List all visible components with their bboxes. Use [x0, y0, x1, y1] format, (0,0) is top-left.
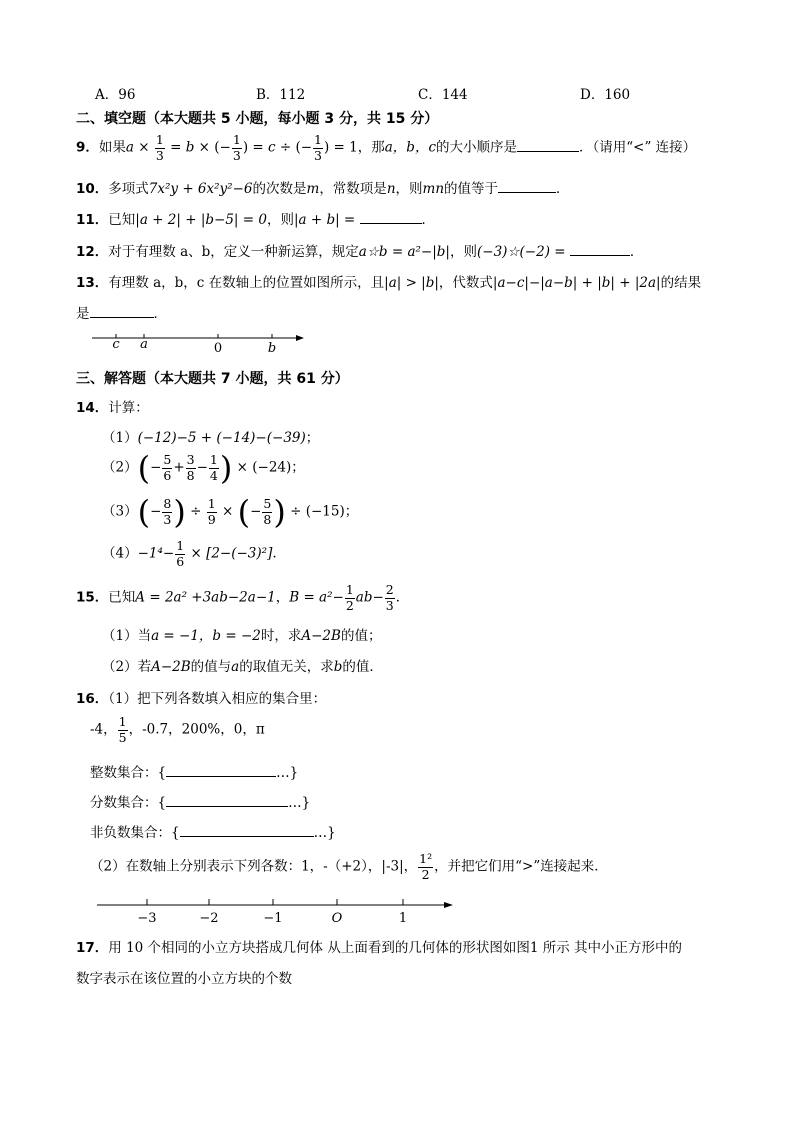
- q15-part2: （2）若A−2B的值与a的取值无关，求b的值．: [102, 659, 383, 675]
- q14-part2: （2）(− $\frac{5}{6}$ + $\frac{3}{8}$ − $\frac{1}{4}$ ) × (−24)；: [102, 449, 305, 487]
- axis-label-a: a: [140, 337, 148, 352]
- q14-part4: （4）−1⁴− $\frac{1}{6}$ × [2−(−3)²].: [102, 538, 277, 569]
- option-c: C．144: [418, 87, 468, 103]
- answer-blank[interactable]: [517, 139, 579, 152]
- q15-part1: （1）当a = −1，b = −2时，求A−2B的值；: [102, 628, 382, 644]
- question-17: 17．用 10 个相同的小立方块搭成几何体 从上面看到的几何体的形状图如图1 所示 其中小正方形中的: [76, 940, 683, 956]
- section2-title: 二、填空题（本大题共 5 小题，每小题 3 分，共 15 分）: [76, 111, 439, 127]
- axis-tick-label: O: [331, 911, 343, 926]
- q16-part2: （2）在数轴上分别表示下列各数：1，-（+2），|-3|， $\frac{\text{1²}}{2}$ ，并把它们用“>”连接起来．: [90, 851, 608, 882]
- axis-label-zero: 0: [213, 341, 223, 356]
- question-11: 11．已知|a + 2| + |b−5| = 0，则|a + b| = ．: [76, 212, 436, 228]
- axis-tick-label: −3: [137, 911, 157, 926]
- q16-fraction-set: 分数集合：{ …}: [90, 795, 311, 811]
- number-line-q13: [90, 330, 310, 356]
- q14-part3: （3）(− $\frac{8}{3}$ ) ÷ $\frac{1}{9}$ × (− $\frac{5}{8}$ ) ÷ (−15)；: [102, 493, 359, 531]
- q14-part1: （1）(−12)−5 + (−14)−(−39)；: [102, 430, 320, 446]
- section3-title: 三、解答题（本大题共 7 小题，共 61 分）: [76, 371, 349, 387]
- answer-blank[interactable]: [166, 794, 288, 807]
- question-17-line2: 数字表示在该位置的小立方块的个数: [76, 971, 292, 987]
- option-d: D．160: [580, 87, 631, 103]
- answer-blank[interactable]: [166, 764, 276, 777]
- answer-blank[interactable]: [570, 243, 630, 256]
- question-13-line2: 是 ．: [76, 306, 167, 322]
- axis-tick-label: −1: [263, 911, 283, 926]
- q16-nonnegative-set: 非负数集合：{ …}: [90, 825, 336, 841]
- question-9: 9．如果a × $\frac{1}{3}$ = b × (− $\frac{1}{3}$ ) = c ÷ (− $\frac{1}{3}$ ) = 1，那a，b，c的大小顺序是 ．（请用“<” 连接）: [76, 132, 697, 163]
- answer-blank[interactable]: [498, 180, 556, 193]
- axis-tick-label: 1: [398, 911, 408, 926]
- axis-label-c: c: [112, 337, 120, 352]
- question-13: 13．有理数 a，b，c 在数轴上的位置如图所示，且|a| > |b|，代数式|a−c|−|a−b| + |b| + |2a|的结果: [76, 275, 702, 291]
- question-12: 12．对于有理数 a、b，定义一种新运算，规定a☆b = a²−|b|，则(−3)☆(−2) = ．: [76, 244, 644, 260]
- question-14: 14．计算：: [76, 400, 149, 416]
- q16-number-list: -4， $\frac{1}{5}$ ，-0.7，200%，0，π: [90, 714, 265, 745]
- axis-tick-label: −2: [199, 911, 219, 926]
- answer-blank[interactable]: [180, 824, 314, 837]
- question-10: 10．多项式7x²y + 6x²y²−6的次数是m，常数项是n，则mn的值等于 ．: [76, 181, 570, 197]
- number-line-q16: [95, 895, 460, 929]
- axis-label-b: b: [267, 341, 277, 356]
- answer-blank[interactable]: [90, 305, 154, 318]
- question-15: 15．已知A = 2a² +3ab−2a−1，B = a²− $\frac{1}{2}$ ab− $\frac{2}{3}$ ．: [76, 582, 410, 613]
- option-a: A．96: [95, 87, 136, 103]
- answer-blank[interactable]: [360, 211, 422, 224]
- q16-integer-set: 整数集合：{ …}: [90, 765, 299, 781]
- option-b: B．112: [256, 87, 306, 103]
- question-16: 16．（1）把下列各数填入相应的集合里：: [76, 691, 327, 707]
